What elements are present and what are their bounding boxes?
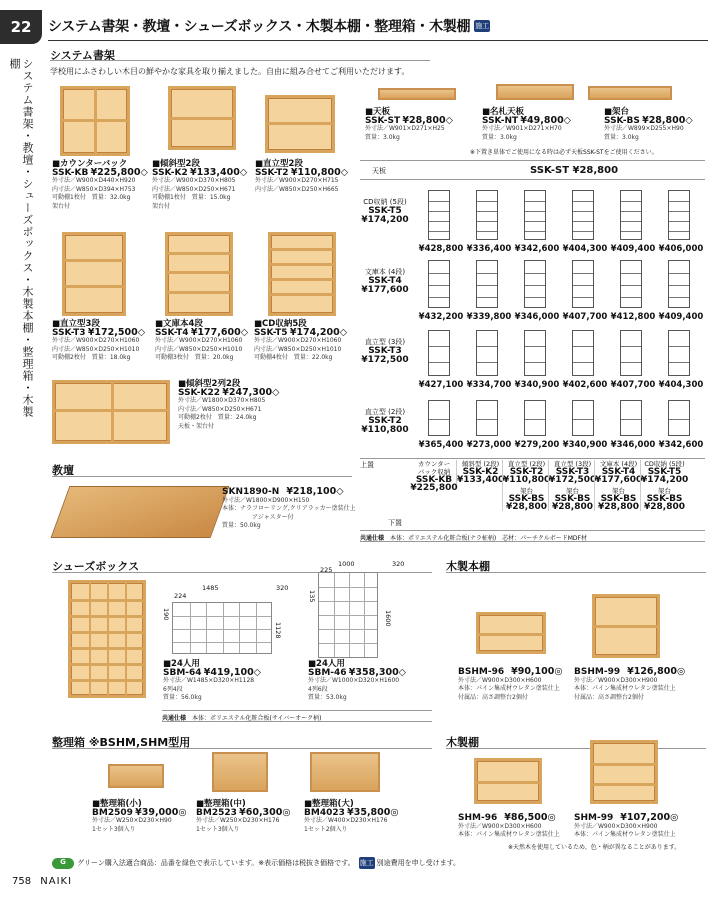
combo-top-row: [360, 160, 705, 180]
woodshelf-line: [446, 748, 706, 749]
woodshelf-note: ※天然木を使用しているため、色・柄が異なることがあります。: [508, 844, 681, 851]
bottom-col-label: 直立型 (3段): [553, 460, 592, 468]
box-large-image: [310, 752, 380, 792]
combo-price: ¥346,000: [514, 312, 560, 322]
combo-diagram: [572, 400, 594, 436]
combo-price: ¥365,400: [418, 440, 464, 450]
page-title: システム書架・教壇・シューズボックス・木製本棚・整理箱・木製棚: [48, 19, 471, 35]
base-code: SSK-BS: [554, 494, 591, 504]
name-top-board-image: [496, 84, 574, 100]
shoes-common-text: 本体：ポリエステル化粧合板(サイバーオーク柄): [192, 715, 322, 722]
combo-row-price: ¥174,200: [361, 215, 409, 225]
combo-row-type: CD収納 (5段): [363, 198, 407, 206]
combo-diagram: [620, 260, 642, 308]
incline-2x2-image: [52, 380, 170, 444]
base-price: ¥28,800: [552, 502, 593, 512]
combo-bottom-col: [456, 460, 504, 484]
bottom-col-price: ¥174,200: [641, 475, 689, 485]
combo-price: ¥346,000: [610, 440, 656, 450]
cd-5-image: [268, 232, 336, 316]
bottom-col-code: SSK-KB: [415, 475, 453, 485]
item-ssk-t5: ■CD収納5段 SSK-T5 ¥174,200◇ 外寸法／W900×D270×H1060 内寸法／W850×D250×H1010 可動棚4枚付 質量：22.0kg: [254, 319, 347, 361]
item-ssk-t4: ■文庫本4段 SSK-T4 ¥177,600◇ 外寸法／W900×D270×H1060 内寸法／W850×D250×H1010 可動棚3枚付 質量：20.0kg: [155, 319, 248, 361]
seiribako-title: 整理箱 ※BSHM,SHM型用: [52, 736, 191, 749]
bottom-col-price: ¥110,800: [503, 475, 551, 485]
combo-diagram: [524, 330, 546, 376]
bottom-col-label: 傾斜型 (2段): [461, 460, 500, 468]
bottom-col-price: ¥133,400: [457, 475, 505, 485]
bottom-col-code: SSK-T2: [509, 467, 544, 477]
base-label: 架台: [520, 487, 533, 495]
bookshelf-title: 木製本棚: [446, 560, 490, 573]
item-bshm99: BSHM-99 ¥126,800◎ 外寸法／W900×D300×H900 本体：パイン集成材ウレタン塗装仕上 付属品：高さ調整台2個付: [574, 666, 686, 701]
combo-bottom-col: [594, 460, 642, 511]
combo-row-label: [360, 408, 410, 435]
sbm64-depth: 320: [276, 584, 289, 592]
shoes-common-label: 共通仕様: [162, 715, 187, 722]
combo-price: ¥427,100: [418, 380, 464, 390]
item-ssk-st: ■天板 SSK-ST ¥28,800◇ 外寸法／W901×D271×H25 質量：3.0kg: [365, 107, 453, 141]
shoebox-image: [68, 580, 146, 698]
combo-price: ¥412,800: [610, 312, 656, 322]
combo-price: ¥406,000: [658, 244, 704, 254]
combo-price: ¥409,400: [658, 312, 704, 322]
bunko-4-image: [165, 232, 233, 316]
bottom-col-price: ¥177,600: [595, 475, 643, 485]
base-label: 架台: [566, 487, 579, 495]
combo-row-price: ¥110,800: [361, 425, 409, 435]
item-ssk-t2: ■直立型2段 SSK-T2 ¥110,800◇ 外寸法／W900×D270×H715 内寸法／W850×D250×H665: [255, 159, 348, 193]
combo-price: ¥432,200: [418, 312, 464, 322]
base-code: SSK-BS: [646, 494, 683, 504]
combo-diagram: [572, 330, 594, 376]
bottom-col-code: SSK-T5: [647, 467, 682, 477]
item-ssk-t3: ■直立型3段 SSK-T3 ¥172,500◇ 外寸法／W900×D270×H1060 内寸法／W850×D250×H1010 可動棚2枚付 質量：18.0kg: [52, 319, 145, 361]
item-bshm96: BSHM-96 ¥90,100◎ 外寸法／W900×D300×H600 本体：パイン集成材ウレタン塗装仕上 付属品：高さ調整台2個付: [458, 666, 563, 701]
sbm46-cell: 225: [320, 566, 333, 574]
top-note: ※下置き単体でご使用になる時は必ず天板SSK-STをご使用ください。: [470, 149, 658, 156]
combo-diagram: [668, 190, 690, 240]
counter-back-image: [60, 86, 130, 156]
combo-price: ¥407,700: [610, 380, 656, 390]
combo-bottom-line: [360, 458, 705, 459]
system-title: システム書架: [50, 49, 115, 62]
combo-diagram: [668, 260, 690, 308]
combo-diagram: [524, 190, 546, 240]
combo-diagram: [476, 400, 498, 436]
bottom-col-code: SSK-K2: [462, 467, 499, 477]
construction-badge: 施工: [475, 22, 490, 30]
bottom-col-label: 文庫本 (4段): [599, 460, 638, 468]
base-image: [588, 86, 672, 100]
side-label: システム書架・教壇・シューズボックス・木製本棚・整理箱・木製棚: [8, 58, 34, 418]
combo-price: ¥404,300: [658, 380, 704, 390]
bottom-col-price: ¥225,800: [410, 483, 458, 493]
item-shm96: SHM-96 ¥86,500◎ 外寸法／W900×D300×H600 本体：パイン集成材ウレタン塗装仕上: [458, 812, 560, 838]
combo-diagram: [428, 400, 450, 436]
bottom-col-label: CD収納 (5段): [644, 460, 685, 468]
combo-diagram: [476, 260, 498, 308]
combo-diagram: [620, 330, 642, 376]
shm99-image: [590, 740, 658, 804]
item-bm2509: ■整理箱(小) BM2509 ¥39,000◎ 外寸法／W250×D230×H90 1セット3個入り: [92, 799, 187, 833]
combo-diagram: [524, 260, 546, 308]
combo-price: ¥340,900: [562, 440, 608, 450]
base-price: ¥28,800: [644, 502, 685, 512]
box-medium-image: [212, 752, 268, 792]
header-divider: [48, 40, 708, 41]
incline-2-image: [168, 86, 236, 150]
sbm46-width: 1000: [338, 560, 355, 568]
sbm64-diagram: [162, 582, 292, 660]
item-ssk-k22: ■傾斜型2列2段 SSK-K22 ¥247,300◇ 外寸法／W1800×D370×H805 内寸法／W850×D250×H671 可動棚2枚付 質量：24.0kg 天板・架台付: [178, 379, 280, 430]
combo-row-type: 文庫本 (4段): [364, 268, 406, 276]
page-number: 758: [12, 876, 32, 887]
base-price: ¥28,800: [506, 502, 547, 512]
item-ssk-nt: ■名札天板 SSK-NT ¥49,800◇ 外寸法／W901×D271×H70 質量：3.0kg: [482, 107, 571, 141]
footer-note: [52, 856, 706, 870]
combo-top-code: SSK-ST ¥28,800: [530, 165, 619, 176]
bottom-col-code: SSK-T3: [555, 467, 590, 477]
combo-diagram: [668, 330, 690, 376]
item-ssk-k2: ■傾斜型2段 SSK-K2 ¥133,400◇ 外寸法／W900×D370×H805 内寸法／W850×D250×H671 可動棚1枚付 質量：15.0kg 架台付: [152, 159, 248, 210]
combo-row-label: [360, 338, 410, 365]
sbm64-height: 1128: [274, 622, 282, 639]
brand-name: NAIKI: [40, 876, 73, 887]
combo-price: ¥428,800: [418, 244, 464, 254]
sbm64-row: 190: [162, 608, 170, 621]
combo-price: ¥342,600: [514, 244, 560, 254]
combo-row-label: [360, 268, 410, 295]
sbm46-depth: 320: [392, 560, 405, 568]
base-code: SSK-BS: [508, 494, 545, 504]
box-small-image: [108, 764, 164, 788]
combo-row-code: SSK-T3: [368, 346, 402, 356]
combo-bottom-col: [640, 460, 688, 511]
shoes-common: [162, 710, 432, 722]
bottom-col-label: 直立型 (2段): [507, 460, 546, 468]
combo-price: ¥279,200: [514, 440, 560, 450]
seiribako-line: [52, 748, 432, 749]
system-desc: 学校用にふさわしい木目の鮮やかな家具を取り揃えました。自由に組み合せてご利用いただけます。: [50, 67, 410, 76]
combo-row-code: SSK-T2: [368, 416, 402, 426]
top-board-image: [378, 88, 456, 100]
bottom-col-price: ¥172,500: [549, 475, 597, 485]
combo-row-type: 直立型 (2段): [364, 408, 406, 416]
item-skn1890: SKN1890-N ¥218,100◇ 外寸法／W1800×D900×H150 本体：ナラフローリング,クリアラッカー塗装仕上 アジャスター付 質量：50.0kg: [222, 486, 356, 529]
combo-table: [360, 160, 705, 542]
combo-diagram: [428, 190, 450, 240]
upright-2-image: [265, 95, 335, 153]
base-label: 架台: [658, 487, 671, 495]
bottom-col-label: カウンター バック収納: [417, 460, 451, 476]
combo-price: ¥339,800: [466, 312, 512, 322]
shoes-title: シューズボックス: [52, 560, 140, 573]
item-shm99: SHM-99 ¥107,200◎ 外寸法／W900×D300×H900 本体：パイン集成材ウレタン塗装仕上: [574, 812, 679, 838]
woodshelf-title: 木製棚: [446, 736, 479, 749]
sbm46-row: 135: [308, 590, 316, 603]
bookshelf-line: [446, 572, 706, 573]
item-bm2523: ■整理箱(中) BM2523 ¥60,300◎ 外寸法／W250×D230×H176 1セット3個入り: [196, 799, 291, 833]
combo-diagram: [428, 330, 450, 376]
bottom-col-code: SSK-T4: [601, 467, 636, 477]
base-label: 架台: [612, 487, 625, 495]
bshm99-image: [592, 594, 660, 658]
combo-diagram: [572, 190, 594, 240]
combo-row-code: SSK-T4: [368, 276, 402, 286]
green-leaf-icon: G: [52, 858, 74, 869]
footer-green-text: グリーン購入法適合商品：品番を緑色で表示しています。※表示価格は税抜き価格です。: [77, 859, 355, 867]
system-title-line: [50, 60, 430, 61]
combo-bottom-col: [502, 460, 550, 511]
item-sbm46: ■24人用 SBM-46 ¥358,300◇ 外寸法／W1000×D320×H1600 4列6段 質量：53.0kg: [308, 659, 406, 701]
item-ssk-bs: ■架台 SSK-BS ¥28,800◇ 外寸法／W899×D255×H90 質量：3.0kg: [604, 107, 693, 141]
lower-label: 下置: [388, 519, 402, 527]
combo-bottom-col: [410, 460, 458, 492]
kyodan-image: [51, 486, 230, 538]
page-header: [48, 14, 708, 38]
combo-row-price: ¥172,500: [361, 355, 409, 365]
combo-price: ¥273,000: [466, 440, 512, 450]
upright-3-image: [62, 232, 126, 316]
combo-price: ¥409,400: [610, 244, 656, 254]
combo-price: ¥342,600: [658, 440, 704, 450]
footer-page: [12, 876, 72, 887]
combo-diagram: [668, 400, 690, 436]
combo-price: ¥404,300: [562, 244, 608, 254]
combo-price: ¥334,700: [466, 380, 512, 390]
combo-common-label: 共通仕様: [360, 535, 385, 542]
kyodan-title: 教壇: [52, 464, 74, 477]
combo-bottom-col: [548, 460, 596, 511]
combo-common: [360, 530, 705, 542]
combo-common-text: 本体：ポリエステル化粧合板(ナラ柾柄) 芯材：パーチクルボードMDF材: [390, 535, 588, 542]
page-tab: 22: [0, 10, 42, 44]
combo-price: ¥340,900: [514, 380, 560, 390]
combo-row-type: 直立型 (3段): [364, 338, 406, 346]
combo-row-code: SSK-T5: [368, 206, 402, 216]
combo-price: ¥336,400: [466, 244, 512, 254]
combo-diagram: [476, 330, 498, 376]
item-sbm64: ■24人用 SBM-64 ¥419,100◇ 外寸法／W1485×D320×H1128 6列4段 質量：56.0kg: [163, 659, 261, 701]
combo-price: ¥407,700: [562, 312, 608, 322]
sbm46-diagram: [308, 560, 418, 660]
combo-diagram: [572, 260, 594, 308]
item-bm4023: ■整理箱(大) BM4023 ¥35,800◎ 外寸法／W400×D230×H176 1セット2個入り: [304, 799, 399, 833]
sbm64-width: 1485: [202, 584, 219, 592]
footer-extra: 別途費用を申し受けます。: [376, 859, 461, 867]
combo-row-price: ¥177,600: [361, 285, 409, 295]
combo-price: ¥402,600: [562, 380, 608, 390]
base-code: SSK-BS: [600, 494, 637, 504]
combo-diagram: [476, 190, 498, 240]
base-price: ¥28,800: [598, 502, 639, 512]
combo-diagram: [524, 400, 546, 436]
combo-diagram: [428, 260, 450, 308]
combo-diagram: [620, 400, 642, 436]
sbm64-cell: 224: [174, 592, 187, 600]
item-ssk-kb: ■カウンターバック SSK-KB ¥225,800◇ 外寸法／W900×D440×H920 内寸法／W850×D394×H753 可動棚1枚付 質量：32.0kg 架台付: [52, 159, 148, 210]
combo-top-label: 天板: [372, 167, 386, 175]
footer-badge: 施工: [359, 859, 374, 867]
bshm96-image: [476, 612, 546, 654]
upper-label: 上置: [360, 461, 374, 469]
combo-row-label: [360, 198, 410, 225]
combo-diagram: [620, 190, 642, 240]
kyodan-line: [52, 476, 352, 477]
sbm46-height: 1600: [384, 610, 392, 627]
shm96-image: [474, 758, 542, 804]
